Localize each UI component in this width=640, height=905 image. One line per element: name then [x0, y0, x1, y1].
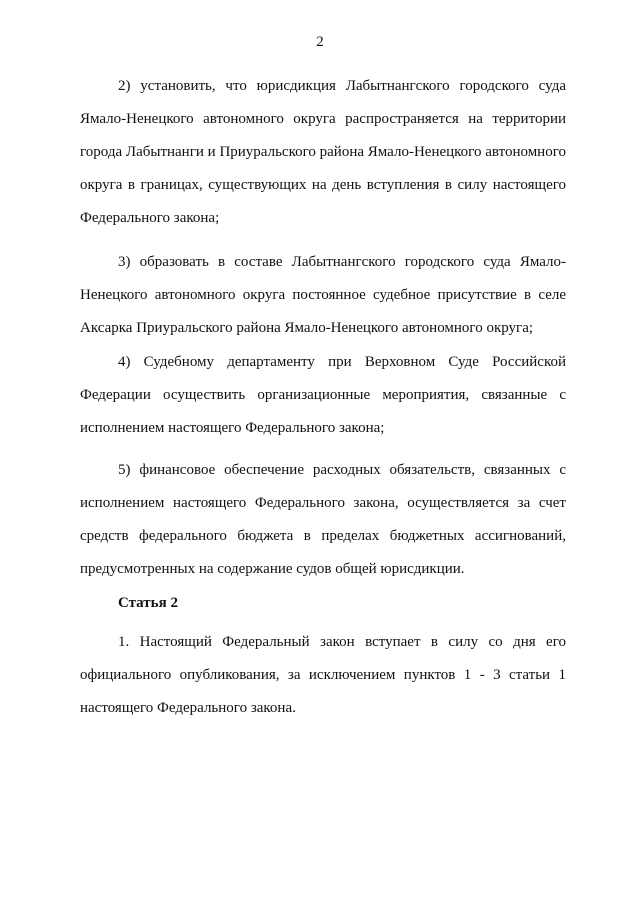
paragraph-item-3: 3) образовать в составе Лабытнангского городского суда Ямало-Ненецкого автономного округа постоянное судебное присутствие в селе Аксарка Приуральского района Ямало-Ненецкого автономного округа;: [80, 254, 566, 336]
article-2-paragraph-1: 1. Настоящий Федеральный закон вступает в силу со дня его официального опубликования, за исключением пунктов 1 - 3 статьи 1 настоящего Федерального закона.: [80, 634, 566, 716]
page-number: 2: [316, 34, 324, 50]
article-2-heading: Статья 2: [118, 595, 178, 611]
paragraph-item-5: 5) финансовое обеспечение расходных обязательств, связанных с исполнением настоящего Федерального закона, осуществляется за счет средств федерального бюджета в пределах бюджетных ассигнований, предусмотренных на содержание судов общей юрисдикции.: [80, 462, 566, 577]
paragraph-item-4: 4) Судебному департаменту при Верховном Суде Российской Федерации осуществить организационные мероприятия, связанные с исполнением настоящего Федерального закона;: [80, 354, 566, 436]
paragraph-item-2: 2) установить, что юрисдикция Лабытнангского городского суда Ямало-Ненецкого автономного округа распространяется на территории города Лабытнанги и Приуральского района Ямало-Ненецкого автономного округа в границах, существующих на день вступления в силу настоящего Федерального закона;: [80, 78, 566, 226]
